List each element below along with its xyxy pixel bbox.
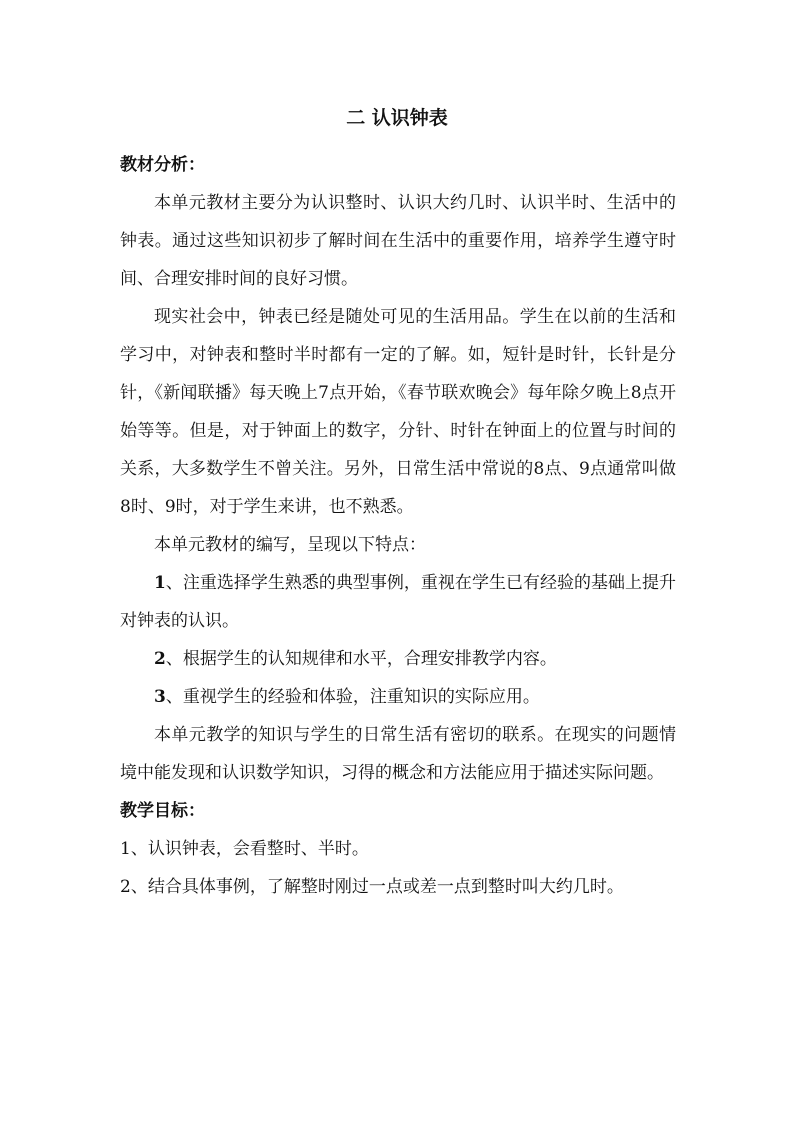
analysis-heading: 教材分析：	[120, 155, 205, 175]
goals-heading: 教学目标：	[120, 801, 205, 821]
feature-item-3	[120, 678, 676, 716]
feature-number-2: 2	[154, 649, 166, 669]
goal-item-2: 2、结合具体事例，了解整时刚过一点或差一点到整时叫大约几时。	[120, 877, 624, 897]
feature-item-1	[120, 564, 676, 640]
feature-text-3: 、重视学生的经验和体验，注重知识的实际应用。	[165, 687, 540, 707]
analysis-paragraph-2: 现实社会中，钟表已经是随处可见的生活用品。学生在以前的生活和学习中，对钟表和整时半时都有一定的了解。如，短针是时针，长针是分针，《新闻联播》每天晚上7点开始，《春节联欢晚会》每年除夕晚上8点开始等等。但是，对于钟面上的数字，分针、时针在钟面上的位置与时间的关系，大多数学生不曾关注。另外，日常生活中常说的8点、9点通常叫做8时、9时，对于学生来讲，也不熟悉。	[120, 307, 676, 517]
feature-number-3: 3	[154, 687, 166, 707]
feature-text-1: 、注重选择学生熟悉的典型事例，重视在学生已有经验的基础上提升对钟表的认识。	[120, 573, 676, 631]
document-title: 二 认识钟表	[346, 107, 448, 129]
goal-item-1: 1、认识钟表，会看整时、半时。	[120, 839, 369, 859]
document-body	[120, 146, 676, 906]
analysis-paragraph-1: 本单元教材主要分为认识整时、认识大约几时、认识半时、生活中的钟表。通过这些知识初步了解时间在生活中的重要作用，培养学生遵守时间、合理安排时间的良好习惯。	[120, 193, 676, 289]
analysis-paragraph-4: 本单元教学的知识与学生的日常生活有密切的联系。在现实的问题情境中能发现和认识数学知识，习得的概念和方法能应用于描述实际问题。	[120, 725, 676, 783]
feature-text-2: 、根据学生的认知规律和水平，合理安排教学内容。	[165, 649, 557, 669]
feature-number-1: 1	[154, 573, 166, 593]
feature-item-2	[120, 640, 676, 678]
analysis-paragraph-3: 本单元教材的编写，呈现以下特点：	[154, 535, 426, 555]
